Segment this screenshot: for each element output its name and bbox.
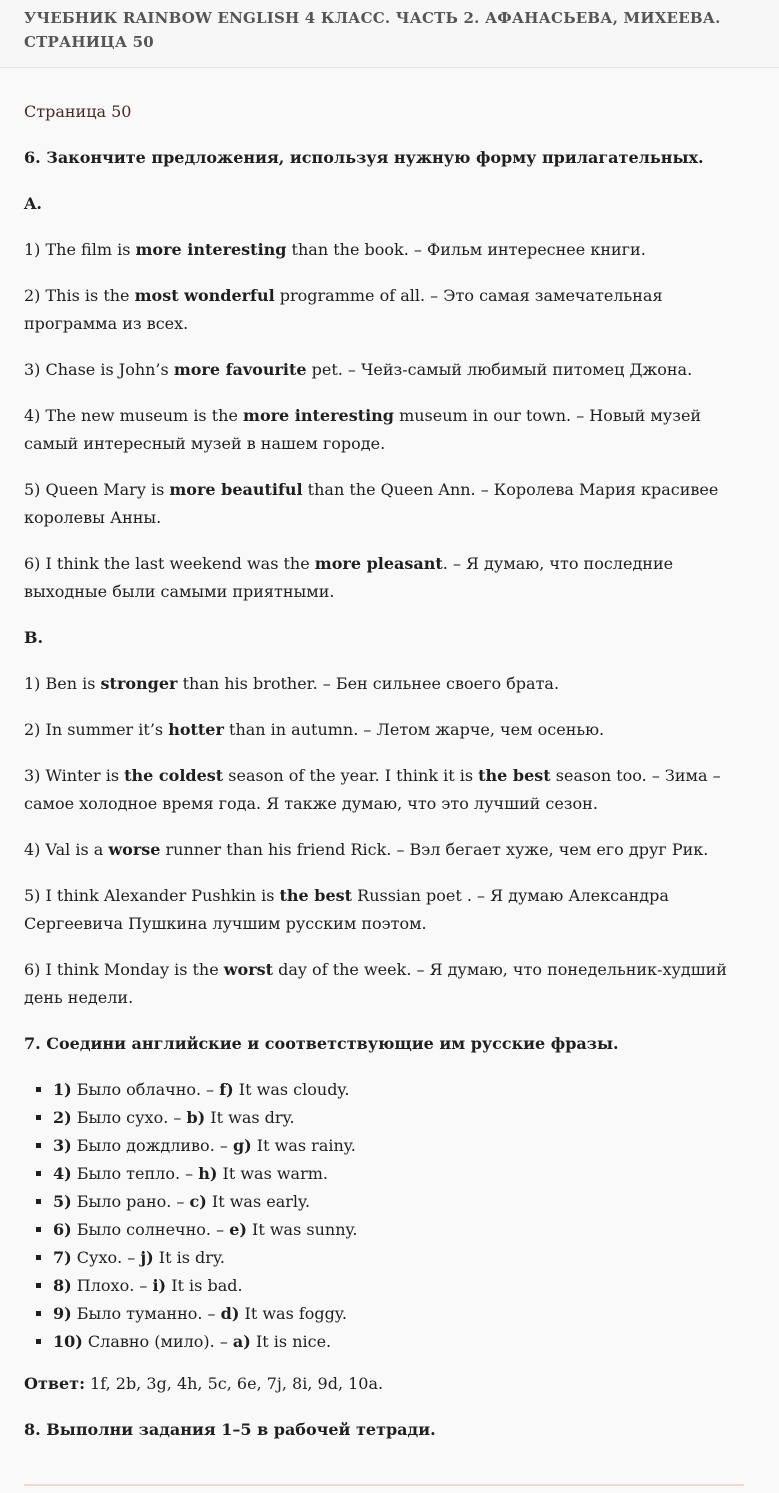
list-item: ▪ 7) Сухо. – j) It is dry.	[53, 1244, 755, 1272]
sentence-a3: 3) Chase is John’s more favourite pet. – Чейз-самый любимый питомец Джона.	[24, 360, 693, 379]
section-b-label: B.	[24, 628, 44, 647]
answer-line	[24, 1370, 755, 1398]
list-item: ▪ 8) Плохо. – i) It is bad.	[53, 1272, 755, 1300]
sentence-b3: 3) Winter is the coldest season of the year. I think it is the best season too. – Зима – самое холодное время года. Я также думаю, что это лучший сезон.	[24, 766, 721, 813]
list-item: ▪ 5) Было рано. – c) It was early.	[53, 1188, 755, 1216]
sentence-a4: 4) The new museum is the more interesting museum in our town. – Новый музей самый интересный музей в нашем городе.	[24, 406, 702, 453]
list-item: ▪ 3) Было дождливо. – g) It was rainy.	[53, 1132, 755, 1160]
sentence-b6: 6) I think Monday is the worst day of the week. – Я думаю, что понедельник-худший день недели.	[24, 960, 727, 1007]
sentence-a1: 1) The film is more interesting than the book. – Фильм интереснее книги.	[24, 240, 646, 259]
bottom-divider	[24, 1484, 744, 1486]
list-item: ▪ 1) Было облачно. – f) It was cloudy.	[53, 1076, 755, 1104]
exercise-8-heading: 8. Выполни задания 1–5 в рабочей тетради.	[24, 1420, 436, 1439]
sentence-b2: 2) In summer it’s hotter than in autumn. – Летом жарче, чем осенью.	[24, 720, 605, 739]
sentence-b4: 4) Val is a worse runner than his friend Rick. – Вэл бегает хуже, чем его друг Рик.	[24, 840, 709, 859]
section-a-label: A.	[24, 194, 42, 213]
list-item: ▪ 10) Славно (мило). – a) It is nice.	[53, 1328, 755, 1356]
article-content	[0, 68, 779, 1444]
list-item: ▪ 4) Было тепло. – h) It was warm.	[53, 1160, 755, 1188]
list-item: ▪ 2) Было сухо. – b) It was dry.	[53, 1104, 755, 1132]
answer-text: 1f, 2b, 3g, 4h, 5c, 6e, 7j, 8i, 9d, 10a.	[84, 1374, 384, 1393]
page-header	[0, 0, 779, 68]
sentence-b1: 1) Ben is stronger than his brother. – Бен сильнее своего брата.	[24, 674, 560, 693]
list-item: ▪ 9) Было туманно. – d) It was foggy.	[53, 1300, 755, 1328]
exercise-7-heading: 7. Соедини английские и соответствующие им русские фразы.	[24, 1034, 619, 1053]
exercise-6-heading: 6. Закончите предложения, используя нужную форму прилагательных.	[24, 148, 704, 167]
page-label: Страница 50	[24, 102, 132, 121]
match-list	[24, 1076, 755, 1356]
sentence-a6: 6) I think the last weekend was the more pleasant. – Я думаю, что последние выходные были самыми приятными.	[24, 554, 674, 601]
answer-label: Ответ:	[24, 1374, 85, 1393]
sentence-b5: 5) I think Alexander Pushkin is the best Russian poet . – Я думаю Александра Сергеевича Пушкина лучшим русским поэтом.	[24, 886, 669, 933]
sentence-a5: 5) Queen Mary is more beautiful than the Queen Ann. – Королева Мария красивее королевы Анны.	[24, 480, 719, 527]
page-title: УЧЕБНИК RAINBOW ENGLISH 4 КЛАСС. ЧАСТЬ 2. АФАНАСЬЕВА, МИХЕЕВА. СТРАНИЦА 50	[24, 9, 721, 51]
list-item: ▪ 6) Было солнечно. – e) It was sunny.	[53, 1216, 755, 1244]
sentence-a2: 2) This is the most wonderful programme of all. – Это самая замечательная программа из всех.	[24, 286, 663, 333]
